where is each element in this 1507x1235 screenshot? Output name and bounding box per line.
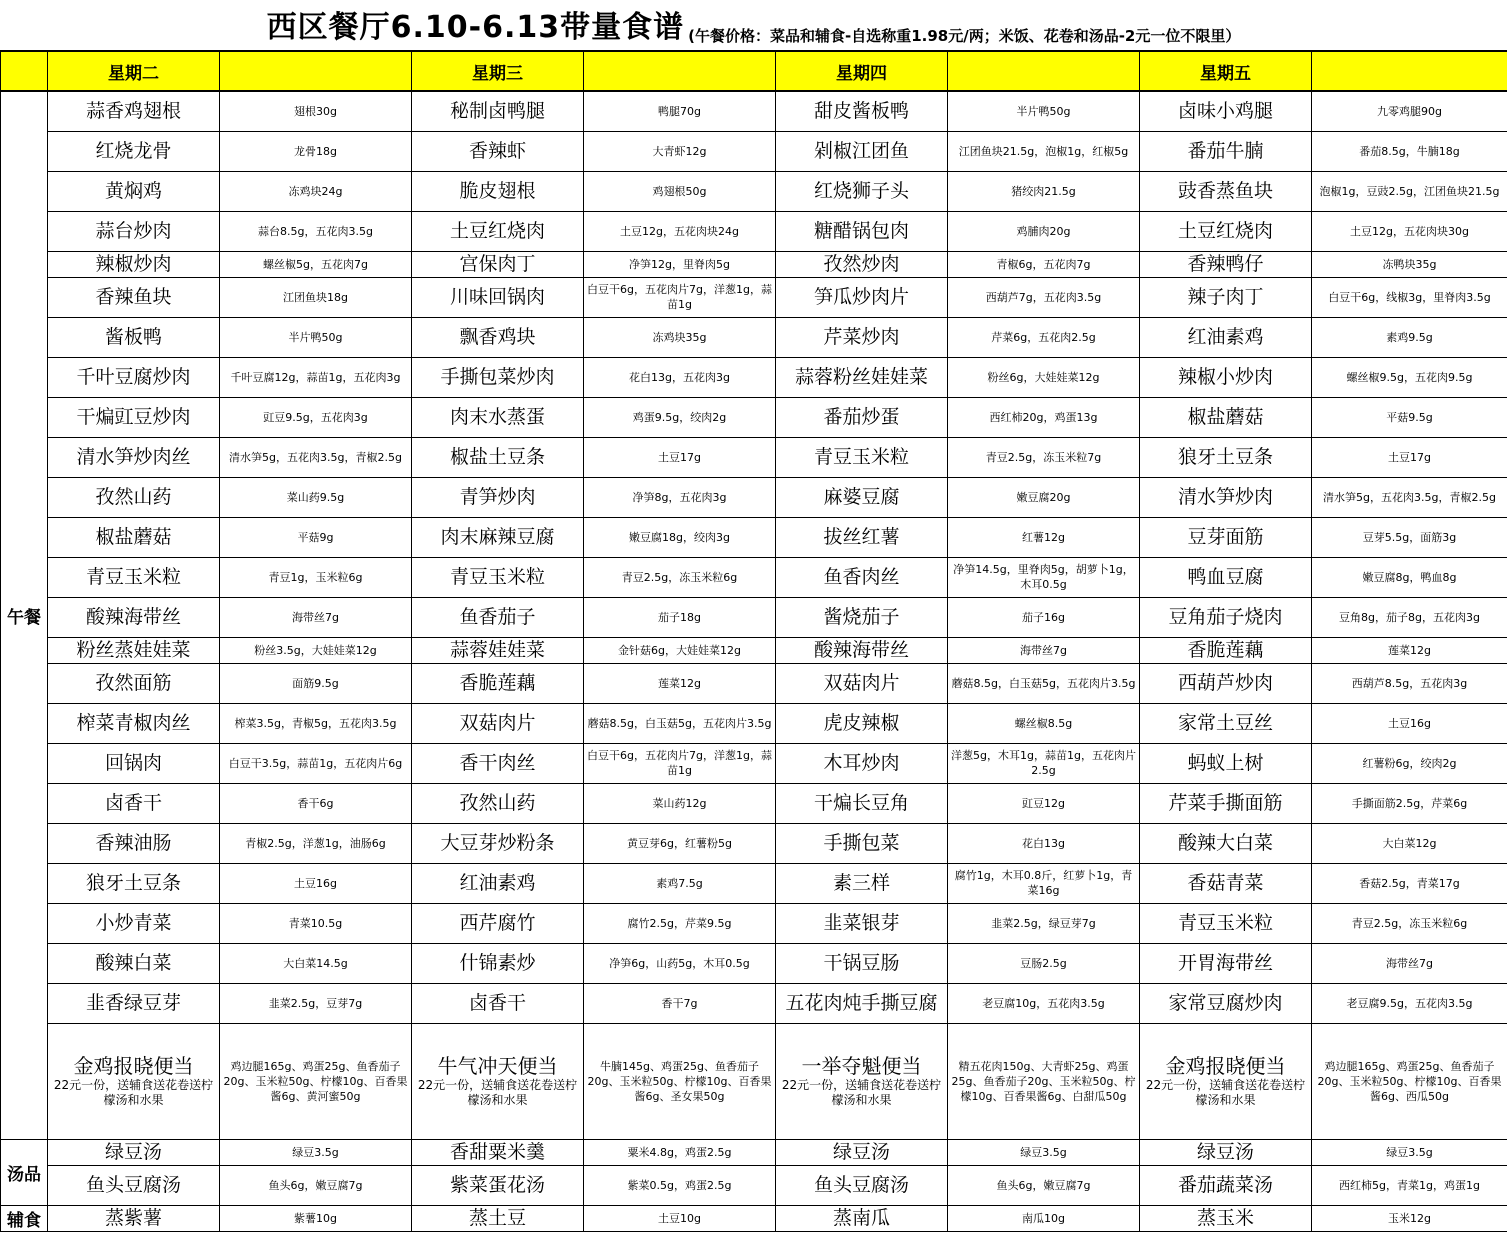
ingredient-amount: 腐竹1g，木耳0.8斤，红萝卜1g，青菜16g — [948, 863, 1140, 903]
dish-name: 青笋炒肉 — [412, 477, 584, 517]
dish-name: 孜然面筋 — [48, 663, 220, 703]
dish-name: 酸辣海带丝 — [48, 597, 220, 637]
dish-name: 豉香蒸鱼块 — [1140, 171, 1312, 211]
ingredient-amount: 海带丝7g — [948, 637, 1140, 663]
day-header-blank — [584, 51, 776, 91]
ingredient-amount: 江团鱼块21.5g，泡椒1g，红椒5g — [948, 131, 1140, 171]
dish-name: 卤香干 — [412, 983, 584, 1023]
dish-name: 蒸土豆 — [412, 1205, 584, 1231]
bento-ingredients: 精五花肉150g、大青虾25g、鸡蛋25g、鱼香茄子20g、玉米粒50g、柠檬10g、百香果酱6g、白甜瓜50g — [948, 1023, 1140, 1139]
ingredient-amount: 平菇9g — [220, 517, 412, 557]
ingredient-amount: 红薯12g — [948, 517, 1140, 557]
dish-name: 川味回锅肉 — [412, 277, 584, 317]
ingredient-amount: 香干6g — [220, 783, 412, 823]
bento-note: 22元一份，送辅食送花卷送柠檬汤和水果 — [417, 1078, 578, 1107]
title-main: 西区餐厅6.10-6.13带量食谱 — [266, 10, 685, 45]
bento-note: 22元一份，送辅食送花卷送柠檬汤和水果 — [53, 1078, 214, 1107]
lunch_rows-row — [1, 903, 1507, 943]
dish-name: 酸辣白菜 — [48, 943, 220, 983]
day-header: 星期三 — [412, 51, 584, 91]
dish-name: 蚂蚁上树 — [1140, 743, 1312, 783]
dish-name: 青豆玉米粒 — [412, 557, 584, 597]
ingredient-amount: 绿豆3.5g — [1312, 1139, 1507, 1165]
ingredient-amount: 香菇2.5g，青菜17g — [1312, 863, 1507, 903]
dish-name: 蒸南瓜 — [776, 1205, 948, 1231]
dish-name: 麻婆豆腐 — [776, 477, 948, 517]
dish-name: 家常豆腐炒肉 — [1140, 983, 1312, 1023]
ingredient-amount: 青椒6g，五花肉7g — [948, 251, 1140, 277]
bento-name-cell — [1140, 1023, 1312, 1139]
ingredient-amount: 鸡蛋9.5g，绞肉2g — [584, 397, 776, 437]
dish-name: 红油素鸡 — [412, 863, 584, 903]
dish-name: 紫菜蛋花汤 — [412, 1165, 584, 1205]
ingredient-amount: 清水笋5g，五花肉3.5g，青椒2.5g — [1312, 477, 1507, 517]
dish-name: 韭菜银芽 — [776, 903, 948, 943]
bento-note: 22元一份，送辅食送花卷送柠檬汤和水果 — [781, 1078, 942, 1107]
dish-name: 糖醋锅包肉 — [776, 211, 948, 251]
dish-name: 香甜粟米羹 — [412, 1139, 584, 1165]
ingredient-amount: 冻鸭块35g — [1312, 251, 1507, 277]
dish-name: 番茄蔬菜汤 — [1140, 1165, 1312, 1205]
dish-name: 蒸玉米 — [1140, 1205, 1312, 1231]
dish-name: 孜然山药 — [48, 477, 220, 517]
ingredient-amount: 净笋14.5g，里脊肉5g，胡萝卜1g，木耳0.5g — [948, 557, 1140, 597]
dish-name: 西葫芦炒肉 — [1140, 663, 1312, 703]
dish-name: 鱼头豆腐汤 — [48, 1165, 220, 1205]
dish-name: 豆角茄子烧肉 — [1140, 597, 1312, 637]
dish-name: 酱板鸭 — [48, 317, 220, 357]
dish-name: 香脆莲藕 — [1140, 637, 1312, 663]
ingredient-amount: 龙骨18g — [220, 131, 412, 171]
dish-name: 手撕包菜炒肉 — [412, 357, 584, 397]
section-side: 辅食 — [1, 1205, 48, 1231]
lunch_rows-row — [1, 131, 1507, 171]
dish-name: 椒盐蘑菇 — [48, 517, 220, 557]
dish-name: 香辣鱼块 — [48, 277, 220, 317]
ingredient-amount: 土豆12g，五花肉块24g — [584, 211, 776, 251]
dish-name: 韭香绿豆芽 — [48, 983, 220, 1023]
dish-name: 宫保肉丁 — [412, 251, 584, 277]
ingredient-amount: 豆肠2.5g — [948, 943, 1140, 983]
dish-name: 飘香鸡块 — [412, 317, 584, 357]
lunch_rows-row — [1, 437, 1507, 477]
dish-name: 酸辣大白菜 — [1140, 823, 1312, 863]
ingredient-amount: 玉米12g — [1312, 1205, 1507, 1231]
ingredient-amount: 粉丝3.5g，大娃娃菜12g — [220, 637, 412, 663]
dish-name: 手撕包菜 — [776, 823, 948, 863]
ingredient-amount: 西葫芦7g，五花肉3.5g — [948, 277, 1140, 317]
dish-name: 鱼头豆腐汤 — [776, 1165, 948, 1205]
dish-name: 蒜香鸡翅根 — [48, 91, 220, 131]
ingredient-amount: 江团鱼块18g — [220, 277, 412, 317]
bento-name-cell — [776, 1023, 948, 1139]
ingredient-amount: 泡椒1g，豆豉2.5g，江团鱼块21.5g — [1312, 171, 1507, 211]
ingredient-amount: 绿豆3.5g — [948, 1139, 1140, 1165]
day-header-blank — [1312, 51, 1507, 91]
lunch_rows-row — [1, 703, 1507, 743]
ingredient-amount: 香干7g — [584, 983, 776, 1023]
dish-name: 狼牙土豆条 — [1140, 437, 1312, 477]
ingredient-amount: 大白菜12g — [1312, 823, 1507, 863]
dish-name: 鱼香茄子 — [412, 597, 584, 637]
title-subtitle: (午餐价格：菜品和辅食-自选称重1.98元/两；米饭、花卷和汤品-2元一位不限里） — [688, 27, 1241, 45]
dish-name: 青豆玉米粒 — [776, 437, 948, 477]
bento-row — [1, 1023, 1507, 1139]
ingredient-amount: 花白13g，五花肉3g — [584, 357, 776, 397]
ingredient-amount: 紫薯10g — [220, 1205, 412, 1231]
lunch_rows-row — [1, 91, 1507, 131]
bento-name: 金鸡报晓便当 — [73, 1054, 194, 1078]
dish-name: 青豆玉米粒 — [48, 557, 220, 597]
dish-name: 西芹腐竹 — [412, 903, 584, 943]
dish-name: 清水笋炒肉丝 — [48, 437, 220, 477]
lunch_rows-row — [1, 943, 1507, 983]
ingredient-amount: 鸭腿70g — [584, 91, 776, 131]
dish-name: 土豆红烧肉 — [412, 211, 584, 251]
dish-name: 双菇肉片 — [776, 663, 948, 703]
lunch_rows-row — [1, 557, 1507, 597]
dish-name: 狼牙土豆条 — [48, 863, 220, 903]
lunch_rows-row — [1, 211, 1507, 251]
ingredient-amount: 西葫芦8.5g，五花肉3g — [1312, 663, 1507, 703]
soup_rows-row — [1, 1139, 1507, 1165]
ingredient-amount: 番茄8.5g，牛腩18g — [1312, 131, 1507, 171]
ingredient-amount: 白豆干3.5g，蒜苗1g，五花肉片6g — [220, 743, 412, 783]
ingredient-amount: 青豆2.5g，冻玉米粒6g — [1312, 903, 1507, 943]
ingredient-amount: 青豆1g，玉米粒6g — [220, 557, 412, 597]
ingredient-amount: 菜山药12g — [584, 783, 776, 823]
ingredient-amount: 大白菜14.5g — [220, 943, 412, 983]
dish-name: 红烧龙骨 — [48, 131, 220, 171]
ingredient-amount: 净笋6g，山药5g，木耳0.5g — [584, 943, 776, 983]
dish-name: 蒜蓉粉丝娃娃菜 — [776, 357, 948, 397]
dish-name: 绿豆汤 — [776, 1139, 948, 1165]
ingredient-amount: 洋葱5g，木耳1g，蒜苗1g，五花肉片2.5g — [948, 743, 1140, 783]
ingredient-amount: 豆芽5.5g，面筋3g — [1312, 517, 1507, 557]
bento-ingredients: 鸡边腿165g、鸡蛋25g、鱼香茄子20g、玉米粒50g、柠檬10g、百香果酱6g、黄河蜜50g — [220, 1023, 412, 1139]
ingredient-amount: 白豆干6g，五花肉片7g，洋葱1g，蒜苗1g — [584, 277, 776, 317]
section-soup: 汤品 — [1, 1139, 48, 1205]
dish-name: 回锅肉 — [48, 743, 220, 783]
ingredient-amount: 大青虾12g — [584, 131, 776, 171]
ingredient-amount: 净笋8g，五花肉3g — [584, 477, 776, 517]
ingredient-amount: 红薯粉6g，绞肉2g — [1312, 743, 1507, 783]
ingredient-amount: 蘑菇8.5g，白玉菇5g，五花肉片3.5g — [948, 663, 1140, 703]
ingredient-amount: 西红柿20g，鸡蛋13g — [948, 397, 1140, 437]
dish-name: 肉末麻辣豆腐 — [412, 517, 584, 557]
ingredient-amount: 榨菜3.5g，青椒5g，五花肉3.5g — [220, 703, 412, 743]
dish-name: 青豆玉米粒 — [1140, 903, 1312, 943]
ingredient-amount: 韭菜2.5g，豆芽7g — [220, 983, 412, 1023]
lunch_rows-row — [1, 317, 1507, 357]
ingredient-amount: 豆角8g，茄子8g，五花肉3g — [1312, 597, 1507, 637]
ingredient-amount: 豇豆9.5g，五花肉3g — [220, 397, 412, 437]
dish-name: 双菇肉片 — [412, 703, 584, 743]
day-header-blank — [220, 51, 412, 91]
ingredient-amount: 老豆腐10g，五花肉3.5g — [948, 983, 1140, 1023]
ingredient-amount: 蘑菇8.5g，白玉菇5g，五花肉片3.5g — [584, 703, 776, 743]
day-header: 星期二 — [48, 51, 220, 91]
dish-name: 小炒青菜 — [48, 903, 220, 943]
ingredient-amount: 紫菜0.5g，鸡蛋2.5g — [584, 1165, 776, 1205]
ingredient-amount: 翅根30g — [220, 91, 412, 131]
ingredient-amount: 鸡脯肉20g — [948, 211, 1140, 251]
lunch_rows-row — [1, 357, 1507, 397]
dish-name: 开胃海带丝 — [1140, 943, 1312, 983]
dish-name: 辣子肉丁 — [1140, 277, 1312, 317]
dish-name: 甜皮酱板鸭 — [776, 91, 948, 131]
ingredient-amount: 冻鸡块24g — [220, 171, 412, 211]
bento-name: 一举夺魁便当 — [801, 1054, 922, 1078]
ingredient-amount: 莲菜12g — [584, 663, 776, 703]
dish-name: 虎皮辣椒 — [776, 703, 948, 743]
page-title — [0, 0, 1507, 50]
lunch_rows-row — [1, 743, 1507, 783]
dish-name: 干煸长豆角 — [776, 783, 948, 823]
ingredient-amount: 花白13g — [948, 823, 1140, 863]
ingredient-amount: 莲菜12g — [1312, 637, 1507, 663]
dish-name: 酸辣海带丝 — [776, 637, 948, 663]
ingredient-amount: 半片鸭50g — [220, 317, 412, 357]
dish-name: 粉丝蒸娃娃菜 — [48, 637, 220, 663]
dish-name: 干煸豇豆炒肉 — [48, 397, 220, 437]
ingredient-amount: 素鸡9.5g — [1312, 317, 1507, 357]
lunch_rows-row — [1, 663, 1507, 703]
lunch_rows-row — [1, 823, 1507, 863]
dish-name: 拔丝红薯 — [776, 517, 948, 557]
ingredient-amount: 青豆2.5g，冻玉米粒6g — [584, 557, 776, 597]
dish-name: 红油素鸡 — [1140, 317, 1312, 357]
dish-name: 蒜台炒肉 — [48, 211, 220, 251]
dish-name: 孜然山药 — [412, 783, 584, 823]
ingredient-amount: 海带丝7g — [1312, 943, 1507, 983]
dish-name: 秘制卤鸭腿 — [412, 91, 584, 131]
dish-name: 木耳炒肉 — [776, 743, 948, 783]
lunch_rows-row — [1, 277, 1507, 317]
day-header-row — [1, 51, 1507, 91]
ingredient-amount: 青豆2.5g，冻玉米粒7g — [948, 437, 1140, 477]
dish-name: 番茄炒蛋 — [776, 397, 948, 437]
dish-name: 鱼香肉丝 — [776, 557, 948, 597]
dish-name: 清水笋炒肉 — [1140, 477, 1312, 517]
lunch_rows-row — [1, 783, 1507, 823]
dish-name: 香干肉丝 — [412, 743, 584, 783]
ingredient-amount: 冻鸡块35g — [584, 317, 776, 357]
ingredient-amount: 鸡翅根50g — [584, 171, 776, 211]
dish-name: 香辣虾 — [412, 131, 584, 171]
dish-name: 香菇青菜 — [1140, 863, 1312, 903]
ingredient-amount: 豇豆12g — [948, 783, 1140, 823]
ingredient-amount: 嫩豆腐20g — [948, 477, 1140, 517]
bento-note: 22元一份，送辅食送花卷送柠檬汤和水果 — [1145, 1078, 1306, 1107]
lunch_rows-row — [1, 983, 1507, 1023]
bento-ingredients: 鸡边腿165g、鸡蛋25g、鱼香茄子20g、玉米粒50g、柠檬10g、百香果酱6g、西瓜50g — [1312, 1023, 1507, 1139]
day-header: 星期四 — [776, 51, 948, 91]
ingredient-amount: 鱼头6g，嫩豆腐7g — [948, 1165, 1140, 1205]
dish-name: 卤味小鸡腿 — [1140, 91, 1312, 131]
ingredient-amount: 螺丝椒9.5g，五花肉9.5g — [1312, 357, 1507, 397]
bento-name-cell — [412, 1023, 584, 1139]
dish-name: 酱烧茄子 — [776, 597, 948, 637]
lunch_rows-row — [1, 251, 1507, 277]
dish-name: 孜然炒肉 — [776, 251, 948, 277]
ingredient-amount: 粟米4.8g，鸡蛋2.5g — [584, 1139, 776, 1165]
dish-name: 番茄牛腩 — [1140, 131, 1312, 171]
ingredient-amount: 青椒2.5g，洋葱1g，油肠6g — [220, 823, 412, 863]
bento-name: 金鸡报晓便当 — [1165, 1054, 1286, 1078]
lunch_rows-row — [1, 477, 1507, 517]
ingredient-amount: 金针菇6g，大娃娃菜12g — [584, 637, 776, 663]
ingredient-amount: 菜山药9.5g — [220, 477, 412, 517]
ingredient-amount: 面筋9.5g — [220, 663, 412, 703]
ingredient-amount: 芹菜6g，五花肉2.5g — [948, 317, 1140, 357]
ingredient-amount: 海带丝7g — [220, 597, 412, 637]
dish-name: 红烧狮子头 — [776, 171, 948, 211]
ingredient-amount: 南瓜10g — [948, 1205, 1140, 1231]
ingredient-amount: 螺丝椒5g，五花肉7g — [220, 251, 412, 277]
lunch_rows-row — [1, 171, 1507, 211]
dish-name: 香辣鸭仔 — [1140, 251, 1312, 277]
dish-name: 鸭血豆腐 — [1140, 557, 1312, 597]
header-corner — [1, 51, 48, 91]
lunch_rows-row — [1, 597, 1507, 637]
dish-name: 蒜蓉娃娃菜 — [412, 637, 584, 663]
ingredient-amount: 素鸡7.5g — [584, 863, 776, 903]
dish-name: 香脆莲藕 — [412, 663, 584, 703]
dish-name: 绿豆汤 — [1140, 1139, 1312, 1165]
bento-name-cell — [48, 1023, 220, 1139]
ingredient-amount: 手撕面筋2.5g，芹菜6g — [1312, 783, 1507, 823]
dish-name: 黄焖鸡 — [48, 171, 220, 211]
dish-name: 辣椒炒肉 — [48, 251, 220, 277]
ingredient-amount: 腐竹2.5g，芹菜9.5g — [584, 903, 776, 943]
dish-name: 笋瓜炒肉片 — [776, 277, 948, 317]
lunch_rows-row — [1, 397, 1507, 437]
lunch_rows-row — [1, 517, 1507, 557]
ingredient-amount: 猪绞肉21.5g — [948, 171, 1140, 211]
dish-name: 土豆红烧肉 — [1140, 211, 1312, 251]
ingredient-amount: 千叶豆腐12g，蒜苗1g，五花肉3g — [220, 357, 412, 397]
section-lunch: 午餐 — [1, 91, 48, 1139]
menu-table — [0, 50, 1507, 1232]
bento-name: 牛气冲天便当 — [437, 1054, 558, 1078]
ingredient-amount: 鱼头6g，嫩豆腐7g — [220, 1165, 412, 1205]
dish-name: 榨菜青椒肉丝 — [48, 703, 220, 743]
ingredient-amount: 螺丝椒8.5g — [948, 703, 1140, 743]
ingredient-amount: 平菇9.5g — [1312, 397, 1507, 437]
ingredient-amount: 半片鸭50g — [948, 91, 1140, 131]
dish-name: 剁椒江团鱼 — [776, 131, 948, 171]
ingredient-amount: 黄豆芽6g，红薯粉5g — [584, 823, 776, 863]
dish-name: 干锅豆肠 — [776, 943, 948, 983]
dish-name: 香辣油肠 — [48, 823, 220, 863]
ingredient-amount: 青菜10.5g — [220, 903, 412, 943]
ingredient-amount: 韭菜2.5g，绿豆芽7g — [948, 903, 1140, 943]
ingredient-amount: 土豆10g — [584, 1205, 776, 1231]
dish-name: 五花肉炖手撕豆腐 — [776, 983, 948, 1023]
ingredient-amount: 粉丝6g，大娃娃菜12g — [948, 357, 1140, 397]
ingredient-amount: 土豆12g，五花肉块30g — [1312, 211, 1507, 251]
dish-name: 千叶豆腐炒肉 — [48, 357, 220, 397]
ingredient-amount: 白豆干6g，五花肉片7g，洋葱1g，蒜苗1g — [584, 743, 776, 783]
dish-name: 椒盐蘑菇 — [1140, 397, 1312, 437]
dish-name: 家常土豆丝 — [1140, 703, 1312, 743]
dish-name: 辣椒小炒肉 — [1140, 357, 1312, 397]
dish-name: 素三样 — [776, 863, 948, 903]
dish-name: 卤香干 — [48, 783, 220, 823]
dish-name: 脆皮翅根 — [412, 171, 584, 211]
ingredient-amount: 西红柿5g，青菜1g，鸡蛋1g — [1312, 1165, 1507, 1205]
dish-name: 大豆芽炒粉条 — [412, 823, 584, 863]
ingredient-amount: 土豆16g — [1312, 703, 1507, 743]
ingredient-amount: 九零鸡腿90g — [1312, 91, 1507, 131]
ingredient-amount: 清水笋5g，五花肉3.5g，青椒2.5g — [220, 437, 412, 477]
ingredient-amount: 绿豆3.5g — [220, 1139, 412, 1165]
bento-ingredients: 牛腩145g、鸡蛋25g、鱼香茄子20g、玉米粒50g、柠檬10g、百香果酱6g、圣女果50g — [584, 1023, 776, 1139]
soup_rows-row — [1, 1165, 1507, 1205]
day-header-blank — [948, 51, 1140, 91]
ingredient-amount: 茄子16g — [948, 597, 1140, 637]
ingredient-amount: 老豆腐9.5g，五花肉3.5g — [1312, 983, 1507, 1023]
side_rows-row — [1, 1205, 1507, 1231]
dish-name: 肉末水蒸蛋 — [412, 397, 584, 437]
ingredient-amount: 蒜台8.5g，五花肉3.5g — [220, 211, 412, 251]
ingredient-amount: 土豆16g — [220, 863, 412, 903]
dish-name: 芹菜手撕面筋 — [1140, 783, 1312, 823]
ingredient-amount: 嫩豆腐18g，绞肉3g — [584, 517, 776, 557]
ingredient-amount: 净笋12g，里脊肉5g — [584, 251, 776, 277]
ingredient-amount: 茄子18g — [584, 597, 776, 637]
dish-name: 芹菜炒肉 — [776, 317, 948, 357]
dish-name: 椒盐土豆条 — [412, 437, 584, 477]
dish-name: 豆芽面筋 — [1140, 517, 1312, 557]
dish-name: 绿豆汤 — [48, 1139, 220, 1165]
ingredient-amount: 土豆17g — [584, 437, 776, 477]
lunch_rows-row — [1, 637, 1507, 663]
ingredient-amount: 土豆17g — [1312, 437, 1507, 477]
ingredient-amount: 嫩豆腐8g，鸭血8g — [1312, 557, 1507, 597]
lunch_rows-row — [1, 863, 1507, 903]
day-header: 星期五 — [1140, 51, 1312, 91]
dish-name: 什锦素炒 — [412, 943, 584, 983]
dish-name: 蒸紫薯 — [48, 1205, 220, 1231]
ingredient-amount: 白豆干6g，线椒3g，里脊肉3.5g — [1312, 277, 1507, 317]
